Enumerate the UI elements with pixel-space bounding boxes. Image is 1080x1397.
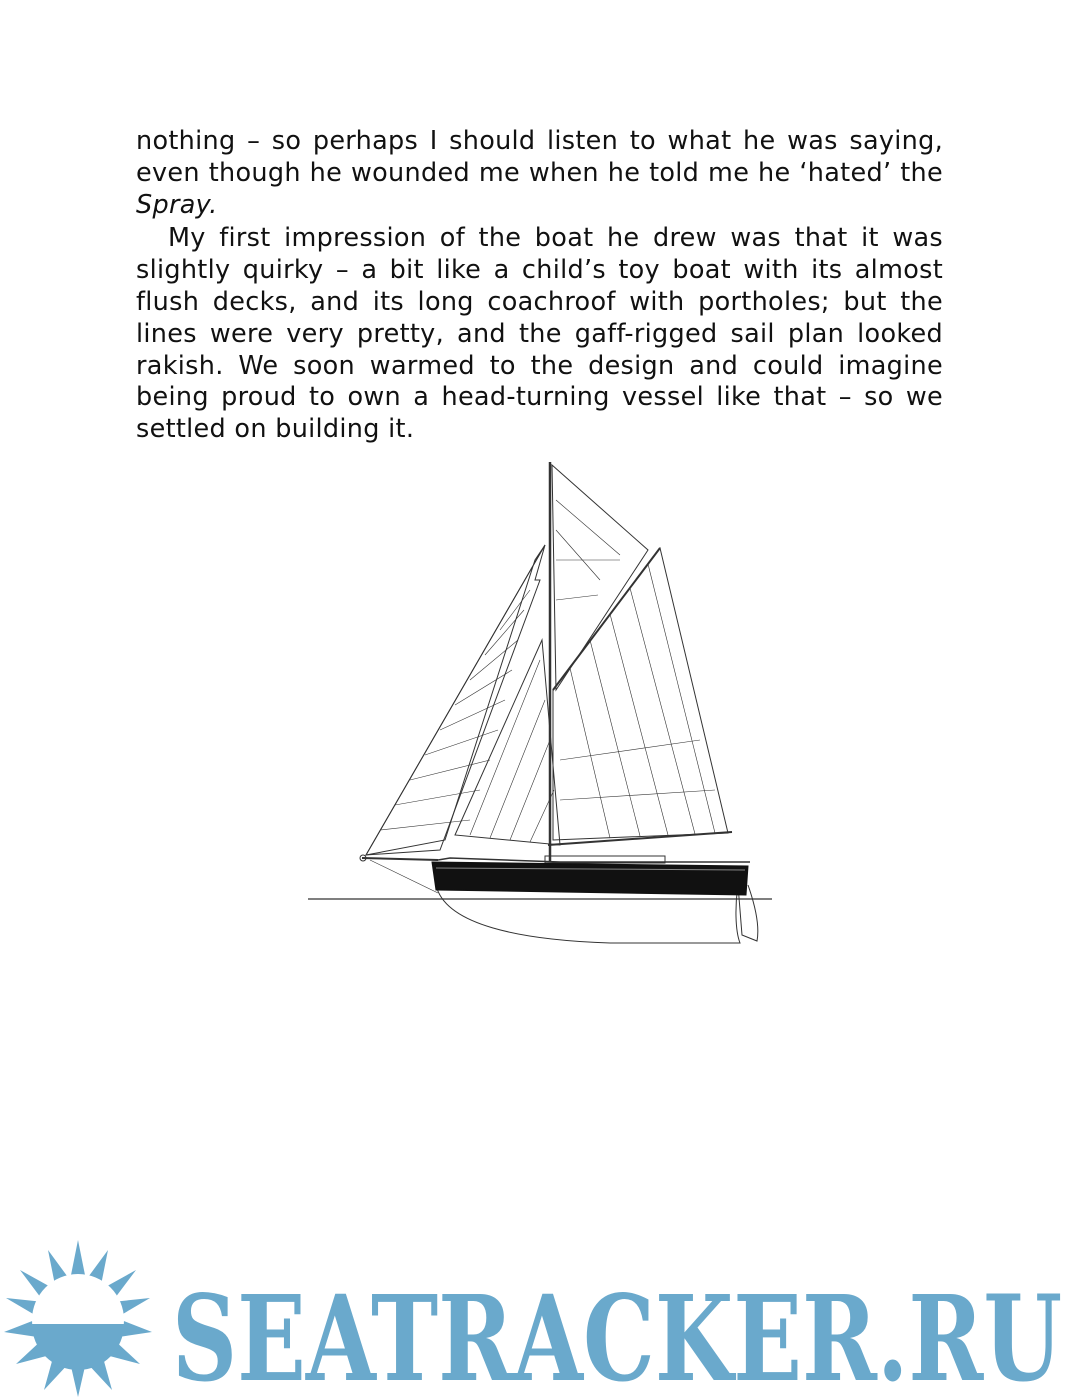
paragraph-1	[136, 126, 943, 221]
seatracker-watermark	[0, 1232, 1080, 1397]
watermark-text: SEATRACKER.RU	[172, 1269, 1062, 1397]
sun-rising-over-sea-logo-icon	[4, 1240, 152, 1397]
page-text	[136, 126, 943, 446]
paragraph-1-end: .	[209, 189, 218, 220]
paragraph-1-text: nothing – so perhaps I should listen to what he was saying, even though he wounded me when he told me he ‘hated’ the	[136, 126, 943, 188]
sail-plan-drawing-icon	[300, 455, 780, 955]
paragraph-2: My first impression of the boat he drew was that it was slightly quirky – a bit like a child’s toy boat with its almost flush decks, and its long coachroof with portholes; but the lines were very pretty, and the gaff-rigged sail plan looked rakish. We soon warmed to the design and could imagine being proud to own a head-turning vessel like that – so we settled on building it.	[136, 223, 943, 445]
boat-name-spray: Spray	[136, 189, 210, 220]
